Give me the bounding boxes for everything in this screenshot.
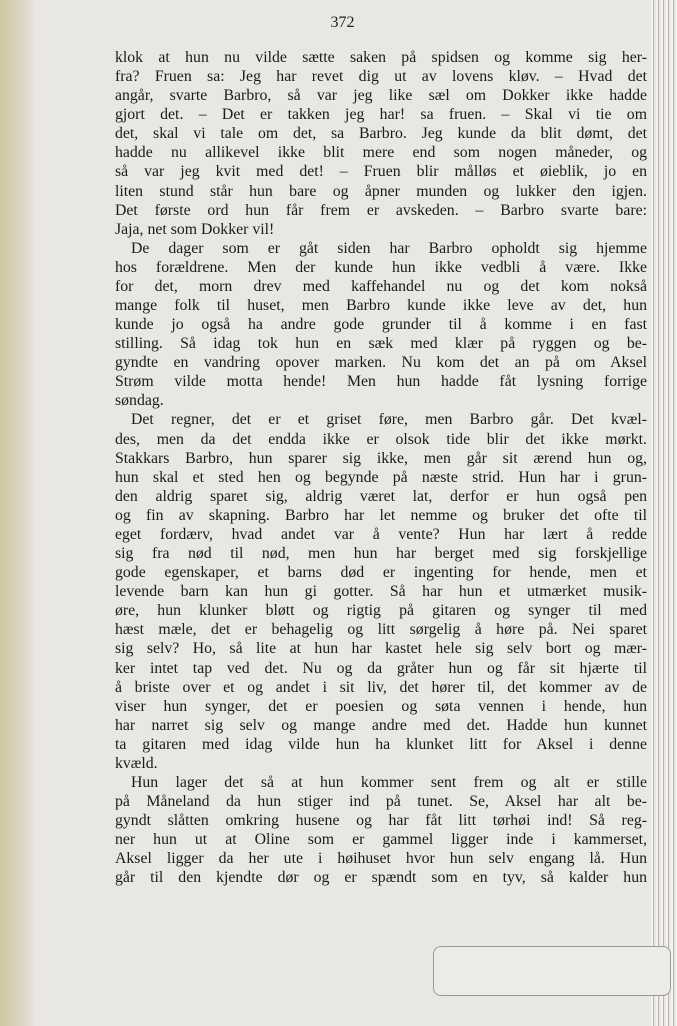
text-line: på Måneland da hun stiger ind på tunet. Se, Aksel har alt be- xyxy=(115,793,647,811)
text-line: Stakkars Barbro, hun sparer sig ikke, men går sit ærend hun og, xyxy=(115,449,647,467)
page-edge-right xyxy=(651,0,677,1026)
text-line: går til den kjendte dør og er spændt som en tyv, så kalder hun xyxy=(115,869,647,887)
text-line: viser hun synger, det er poesien og søta vennen i hende, hun xyxy=(115,697,647,715)
page-number: 372 xyxy=(330,14,355,31)
body-text xyxy=(115,48,647,887)
text-line: sig selv? Ho, så lite at hun har kastet hele sig selv bort og mær- xyxy=(115,640,647,658)
text-line: ner hun ut at Oline som er gammel ligger inde i kammerset, xyxy=(115,831,647,849)
text-line: liten stund står hun bare og åpner munden og lukker den igjen. xyxy=(115,182,647,200)
book-page xyxy=(34,0,651,1026)
text-line: ker intet tap ved det. Nu og da gråter hun og får sit hjærte til xyxy=(115,659,647,677)
text-line: Hun lager det så at hun kommer sent frem og alt er stille xyxy=(131,773,647,791)
text-line: De dager som er gåt siden har Barbro opholdt sig hjemme xyxy=(131,239,647,257)
text-line: det, skal vi tale om det, sa Barbro. Jeg kunde da blit dømt, det xyxy=(115,125,647,143)
text-line: stilling. Så idag tok hun en sæk med klær på ryggen og be- xyxy=(115,335,647,353)
text-line: mange folk til huset, men Barbro kunde ikke leve av det, hun xyxy=(115,297,647,315)
text-line: hæst mæle, det er behagelig og litt sørgelig å høre på. Nei sparet xyxy=(115,621,647,639)
text-line: hos forældrene. Men der kunde hun ikke vedbli å være. Ikke xyxy=(115,258,647,276)
text-line: hadde nu allikevel ikke blit mere end som nogen måneder, og xyxy=(115,144,647,162)
text-line: gode egenskaper, et barns død er ingenting for hende, men et xyxy=(115,564,647,582)
text-line: den aldrig sparet sig, aldrig været lat, derfor er hun også pen xyxy=(115,487,647,505)
text-line: kunde jo også ha andre gode grunder til å komme i en fast xyxy=(115,316,647,334)
text-line: ta gitaren med idag vilde hun ha klunket litt for Aksel i denne xyxy=(115,735,647,753)
text-line: Det regner, det er et griset føre, men Barbro går. Det kvæl- xyxy=(131,411,647,429)
text-line: øre, hun klunker bløtt og rigtig på gitaren og synger til med xyxy=(115,602,647,620)
text-line: Strøm vilde motta hende! Men hun hadde fåt lysning forrige xyxy=(115,373,647,391)
text-line: fra? Fruen sa: Jeg har revet dig ut av lovens kløv. – Hvad det xyxy=(115,68,647,86)
page-edge-left xyxy=(0,0,34,1026)
text-line: des, men da det endda ikke er olsok tide blir det ikke mørkt. xyxy=(115,430,647,448)
text-line: hun skal et sted hen og begynde på næste strid. Hun har i grun- xyxy=(115,468,647,486)
text-line: Det første ord hun får frem er avskeden. – Barbro svarte bare: xyxy=(115,201,647,219)
text-line: så var jeg kvit med det! – Fruen blir målløs et øieblik, jo en xyxy=(115,163,647,181)
text-line: klok at hun nu vilde sætte saken på spidsen og komme sig her- xyxy=(115,49,647,66)
text-line: gyndte en vandring opover marken. Nu kom det an på om Aksel xyxy=(115,354,647,372)
text-line: gjort det. – Det er takken jeg har! sa fruen. – Skal vi tie om xyxy=(115,106,647,124)
text-line: å briste over et og andet i sit liv, det hører til, det kommer av de xyxy=(115,678,647,696)
text-line: kvæld. xyxy=(115,754,158,772)
text-line: Jaja, net som Dokker vil! xyxy=(115,220,275,238)
text-line: for det, morn drev med kaffehandel nu og det kom nokså xyxy=(115,277,647,295)
text-line: angår, svarte Barbro, så var jeg like sæl om Dokker ikke hadde xyxy=(115,87,647,105)
text-line: Aksel ligger da her ute i høihuset hvor hun selv engang lå. Hun xyxy=(115,850,647,868)
text-line: levende barn kan hun gi gotter. Så har hun et utmærket musik- xyxy=(115,583,647,601)
text-line: gyndt slåtten omkring husene og har fåt litt tørhøi ind! Så reg- xyxy=(115,812,647,830)
text-line: eget fordærv, hvad andet var å vente? Hun har lært å redde xyxy=(115,525,647,543)
text-line: og fin av skapning. Barbro har let nemme og bruker det ofte til xyxy=(115,506,647,524)
text-line: sig fra nød til nød, men hun har berget med sig forskjellige xyxy=(115,545,647,563)
text-line: søndag. xyxy=(115,392,164,410)
library-label-sticker xyxy=(433,946,671,996)
text-line: har narret sig selv og mange andre med det. Hadde hun kunnet xyxy=(115,716,647,734)
